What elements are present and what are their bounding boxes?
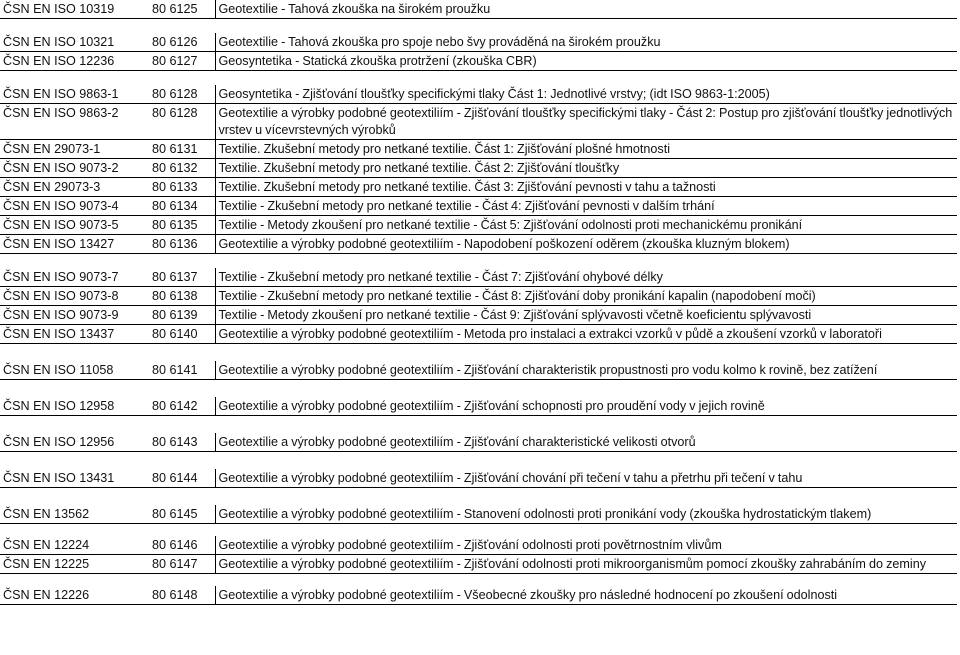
spacer-row (0, 524, 957, 537)
classification-number: 80 6146 (149, 536, 215, 555)
standard-title: Geotextilie a výrobky podobné geotextiliím - Zjišťování tloušťky specifickými tlaky - Část 2: Postup pro zjišťování tloušťky jednotlivých vrstev u vícevrstevných výrobků (215, 104, 957, 140)
standard-title: Geotextilie a výrobky podobné geotextiliím - Stanovení odolnosti proti pronikání vody (zkouška hydrostatickým tlakem) (215, 505, 957, 524)
standard-code: ČSN EN ISO 10319 (0, 0, 149, 19)
table-row (0, 433, 957, 452)
classification-number: 80 6138 (149, 287, 215, 306)
table-row (0, 85, 957, 104)
standard-title: Textilie. Zkušební metody pro netkané textilie. Část 3: Zjišťování pevnosti v tahu a tažnosti (215, 178, 957, 197)
spacer-row (0, 380, 957, 398)
standard-title: Geotextilie a výrobky podobné geotextiliím - Zjišťování odolnosti proti mikroorganismům pomocí zkoušky zahrabáním do zeminy (215, 555, 957, 574)
classification-number: 80 6136 (149, 235, 215, 254)
table-row (0, 140, 957, 159)
classification-number: 80 6144 (149, 469, 215, 488)
table-row (0, 159, 957, 178)
classification-number: 80 6145 (149, 505, 215, 524)
standard-code: ČSN EN ISO 10321 (0, 33, 149, 52)
classification-number: 80 6148 (149, 586, 215, 605)
standard-code: ČSN EN ISO 12958 (0, 397, 149, 416)
classification-number: 80 6134 (149, 197, 215, 216)
spacer-row (0, 71, 957, 86)
standard-title: Geotextilie a výrobky podobné geotextiliím - Metoda pro instalaci a extrakci vzorků v půdě a zkoušení vzorků v laboratoři (215, 325, 957, 344)
spacer-row (0, 254, 957, 269)
spacer-row (0, 416, 957, 434)
standard-title: Textilie. Zkušební metody pro netkané textilie. Část 1: Zjišťování plošné hmotnosti (215, 140, 957, 159)
standard-title: Geotextilie - Tahová zkouška pro spoje nebo švy prováděná na širokém proužku (215, 33, 957, 52)
standard-code: ČSN EN ISO 9073-9 (0, 306, 149, 325)
table-row (0, 555, 957, 574)
standard-code: ČSN EN ISO 9073-7 (0, 268, 149, 287)
standard-title: Textilie - Metody zkoušení pro netkané textilie - Část 5: Zjišťování odolnosti proti mechanickému pronikání (215, 216, 957, 235)
standard-code: ČSN EN 12225 (0, 555, 149, 574)
standard-code: ČSN EN ISO 9863-1 (0, 85, 149, 104)
classification-number: 80 6147 (149, 555, 215, 574)
table-row (0, 397, 957, 416)
table-row (0, 216, 957, 235)
table-row (0, 235, 957, 254)
table-row (0, 178, 957, 197)
standard-title: Geotextilie a výrobky podobné geotextiliím - Zjišťování charakteristik propustnosti pro vodu kolmo k rovině, bez zatížení (215, 361, 957, 380)
table-row (0, 586, 957, 605)
standard-title: Geotextilie a výrobky podobné geotextiliím - Zjišťování odolnosti proti povětrnostním vlivům (215, 536, 957, 555)
table-row (0, 306, 957, 325)
table-row (0, 33, 957, 52)
classification-number: 80 6131 (149, 140, 215, 159)
table-row (0, 197, 957, 216)
spacer-row (0, 452, 957, 470)
classification-number: 80 6125 (149, 0, 215, 19)
standard-code: ČSN EN 29073-1 (0, 140, 149, 159)
table-row (0, 505, 957, 524)
standard-title: Geotextilie a výrobky podobné geotextiliím - Zjišťování schopnosti pro proudění vody v jejich rovině (215, 397, 957, 416)
standard-title: Geotextilie - Tahová zkouška na širokém proužku (215, 0, 957, 19)
standard-title: Textilie - Zkušební metody pro netkané textilie - Část 7: Zjišťování ohybové délky (215, 268, 957, 287)
standard-code: ČSN EN ISO 9863-2 (0, 104, 149, 140)
standard-code: ČSN EN 29073-3 (0, 178, 149, 197)
standard-title: Geotextilie a výrobky podobné geotextiliím - Napodobení poškození oděrem (zkouška kluzným blokem) (215, 235, 957, 254)
standard-code: ČSN EN 12224 (0, 536, 149, 555)
classification-number: 80 6142 (149, 397, 215, 416)
standard-title: Textilie. Zkušební metody pro netkané textilie. Část 2: Zjišťování tloušťky (215, 159, 957, 178)
table-row (0, 0, 957, 19)
standard-code: ČSN EN 12226 (0, 586, 149, 605)
classification-number: 80 6143 (149, 433, 215, 452)
table-row (0, 268, 957, 287)
spacer-row (0, 19, 957, 34)
classification-number: 80 6126 (149, 33, 215, 52)
standard-title: Geotextilie a výrobky podobné geotextiliím - Zjišťování charakteristické velikosti otvorů (215, 433, 957, 452)
table-row (0, 361, 957, 380)
classification-number: 80 6128 (149, 104, 215, 140)
standard-code: ČSN EN ISO 12236 (0, 52, 149, 71)
spacer-row (0, 344, 957, 362)
table-row (0, 469, 957, 488)
standard-title: Geotextilie a výrobky podobné geotextiliím - Všeobecné zkoušky pro následné hodnocení po zkoušení odolnosti (215, 586, 957, 605)
classification-number: 80 6127 (149, 52, 215, 71)
table-row (0, 325, 957, 344)
classification-number: 80 6139 (149, 306, 215, 325)
standard-title: Geotextilie a výrobky podobné geotextiliím - Zjišťování chování při tečení v tahu a přetrhu při tečení v tahu (215, 469, 957, 488)
classification-number: 80 6132 (149, 159, 215, 178)
standard-code: ČSN EN ISO 13431 (0, 469, 149, 488)
classification-number: 80 6137 (149, 268, 215, 287)
standard-title: Textilie - Metody zkoušení pro netkané textilie - Část 9: Zjišťování splývavosti včetně koeficientu splývavosti (215, 306, 957, 325)
spacer-row (0, 488, 957, 506)
classification-number: 80 6140 (149, 325, 215, 344)
classification-number: 80 6128 (149, 85, 215, 104)
standard-code: ČSN EN ISO 13437 (0, 325, 149, 344)
standard-code: ČSN EN ISO 12956 (0, 433, 149, 452)
standard-code: ČSN EN ISO 11058 (0, 361, 149, 380)
standard-title: Textilie - Zkušební metody pro netkané textilie - Část 8: Zjišťování doby pronikání kapalin (napodobení moči) (215, 287, 957, 306)
table-row (0, 52, 957, 71)
classification-number: 80 6133 (149, 178, 215, 197)
standard-title: Geosyntetika - Zjišťování tloušťky specifickými tlaky Část 1: Jednotlivé vrstvy; (idt ISO 9863-1:2005) (215, 85, 957, 104)
standard-title: Geosyntetika - Statická zkouška protržení (zkouška CBR) (215, 52, 957, 71)
standard-title: Textilie - Zkušební metody pro netkané textilie - Část 4: Zjišťování pevnosti v dalším trhání (215, 197, 957, 216)
classification-number: 80 6141 (149, 361, 215, 380)
standard-code: ČSN EN ISO 9073-2 (0, 159, 149, 178)
standard-code: ČSN EN ISO 13427 (0, 235, 149, 254)
spacer-row (0, 574, 957, 587)
standard-code: ČSN EN 13562 (0, 505, 149, 524)
standard-code: ČSN EN ISO 9073-8 (0, 287, 149, 306)
standard-code: ČSN EN ISO 9073-4 (0, 197, 149, 216)
standard-code: ČSN EN ISO 9073-5 (0, 216, 149, 235)
table-row (0, 104, 957, 140)
table-row (0, 536, 957, 555)
table-row (0, 287, 957, 306)
classification-number: 80 6135 (149, 216, 215, 235)
